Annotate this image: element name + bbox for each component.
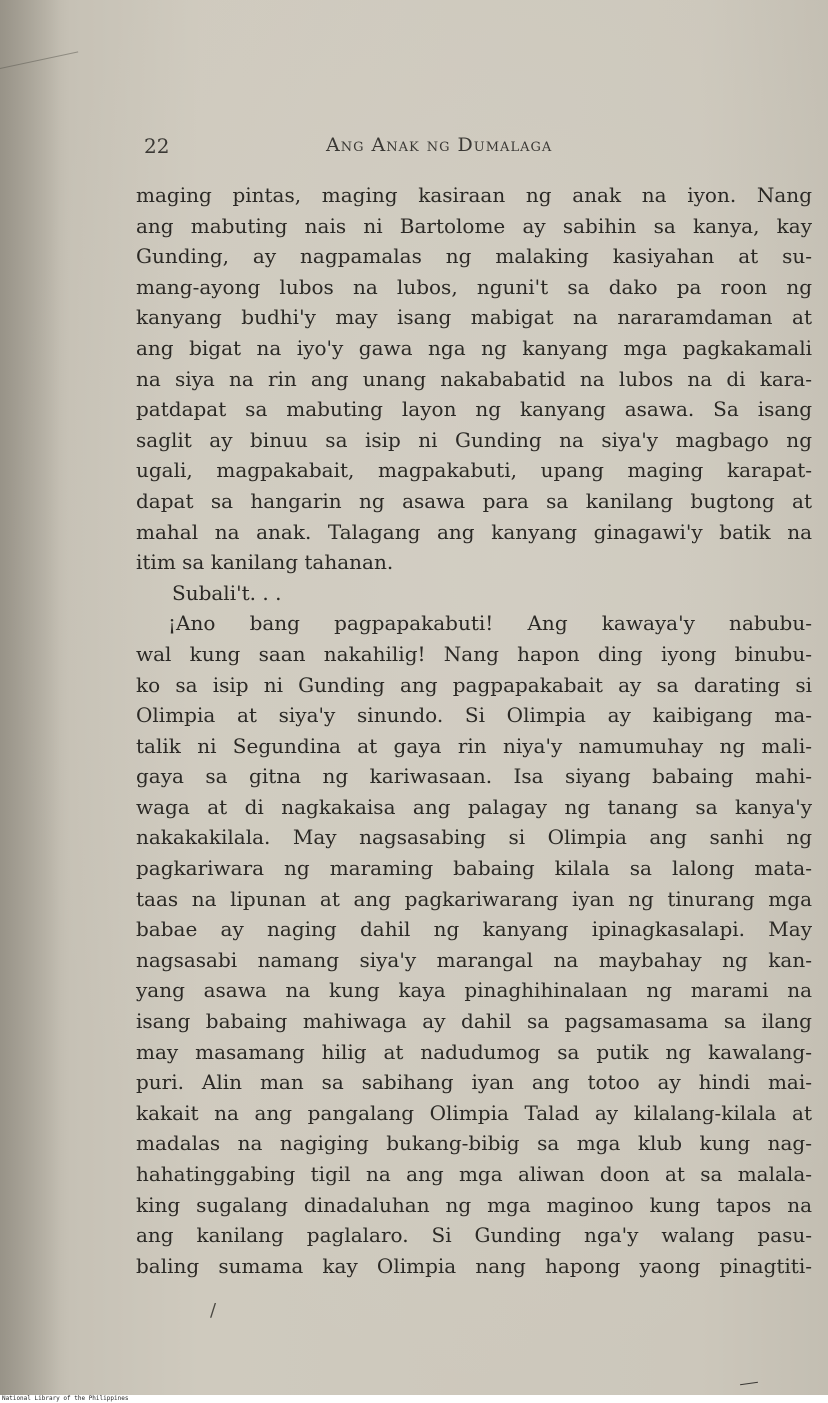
text-line: yang asawa na kung kaya pinaghihinalaan ng marami na bbox=[136, 978, 812, 1003]
text-line: nagsasabi namang siya'y marangal na maybahay ng kan- bbox=[136, 947, 812, 972]
page-edge-shadow bbox=[0, 0, 60, 1395]
text-line: Gunding, ay nagpamalas ng malaking kasiyahan at su- bbox=[136, 244, 812, 269]
text-line: taas na lipunan at ang pagkariwarang iyan ng tinurang mga bbox=[136, 886, 812, 911]
footer-mark: / bbox=[210, 1300, 217, 1321]
text-line: saglit ay binuu sa isip ni Gunding na siya'y magbago ng bbox=[136, 427, 812, 452]
text-line: mang-ayong lubos na lubos, nguni't sa dako pa roon ng bbox=[136, 274, 812, 299]
page-header bbox=[144, 130, 784, 160]
text-line: kakait na ang pangalang Olimpia Talad ay kilalang-kilala at bbox=[136, 1100, 812, 1125]
text-line: wal kung saan nakahilig! Nang hapon ding iyong binubu- bbox=[136, 641, 812, 666]
text-line: ang bigat na iyo'y gawa nga ng kanyang mga pagkakamali bbox=[136, 335, 812, 360]
library-credit: National Library of the Philippines bbox=[2, 1395, 129, 1402]
text-line: ang kanilang paglalaro. Si Gunding nga'y walang pasu- bbox=[136, 1223, 812, 1248]
text-line: nakakakilala. May nagsasabing si Olimpia ang sanhi ng bbox=[136, 825, 812, 850]
text-line: kanyang budhi'y may isang mabigat na nararamdaman at bbox=[136, 305, 812, 330]
text-line: madalas na nagiging bukang-bibig sa mga klub kung nag- bbox=[136, 1131, 812, 1156]
text-line: puri. Alin man sa sabihang iyan ang totoo ay hindi mai- bbox=[136, 1070, 812, 1095]
text-line: hahatinggabing tigil na ang mga aliwan doon at sa malala- bbox=[136, 1162, 812, 1186]
body-text bbox=[136, 180, 812, 1281]
text-line: gaya sa gitna ng kariwasaan. Isa siyang babaing mahi- bbox=[136, 764, 812, 789]
text-line: ko sa isip ni Gunding ang pagpapakabait ay sa darating si bbox=[136, 672, 812, 697]
text-line: pagkariwara ng maraming babaing kilala sa lalong mata- bbox=[136, 856, 812, 881]
text-line: dapat sa hangarin ng asawa para sa kanilang bugtong at bbox=[136, 488, 812, 513]
running-title: Ang Anak ng Dumalaga bbox=[326, 134, 553, 156]
text-line: maging pintas, maging kasiraan ng anak na iyon. Nang bbox=[136, 183, 812, 207]
page-number: 22 bbox=[144, 134, 170, 158]
text-line: talik ni Segundina at gaya rin niya'y namumuhay ng mali- bbox=[136, 733, 812, 758]
text-line: ugali, magpakabait, magpakabuti, upang maging karapat- bbox=[136, 458, 812, 483]
text-line: ang mabuting nais ni Bartolome ay sabihin sa kanya, kay bbox=[136, 213, 812, 238]
text-line: babae ay naging dahil ng kanyang ipinagkasalapi. May bbox=[136, 917, 812, 942]
text-line: mahal na anak. Talagang ang kanyang ginagawi'y batik na bbox=[136, 519, 812, 544]
text-line: na siya na rin ang unang nakababatid na lubos na di kara- bbox=[136, 366, 812, 391]
text-line: king sugalang dinadaluhan ng mga maginoo kung tapos na bbox=[136, 1192, 812, 1217]
text-line: baling sumama kay Olimpia nang hapong yaong pinagtiti- bbox=[136, 1253, 812, 1278]
text-line: isang babaing mahiwaga ay dahil sa pagsamasama sa ilang bbox=[136, 1009, 812, 1034]
tick-mark bbox=[740, 1382, 758, 1385]
text-line: Olimpia at siya'y sinundo. Si Olimpia ay kaibigang ma- bbox=[136, 703, 812, 728]
text-line: ¡Ano bang pagpapakabuti! Ang kawaya'y nabubu- bbox=[168, 611, 812, 636]
text-line: waga at di nagkakaisa ang palagay ng tanang sa kanya'y bbox=[136, 794, 812, 819]
text-line: may masamang hilig at nadudumog sa putik ng kawalang- bbox=[136, 1039, 812, 1064]
text-line: itim sa kanilang tahanan. bbox=[136, 550, 394, 575]
text-line: patdapat sa mabuting layon ng kanyang asawa. Sa isang bbox=[136, 397, 812, 422]
text-line: Subali't. . . bbox=[172, 580, 282, 605]
